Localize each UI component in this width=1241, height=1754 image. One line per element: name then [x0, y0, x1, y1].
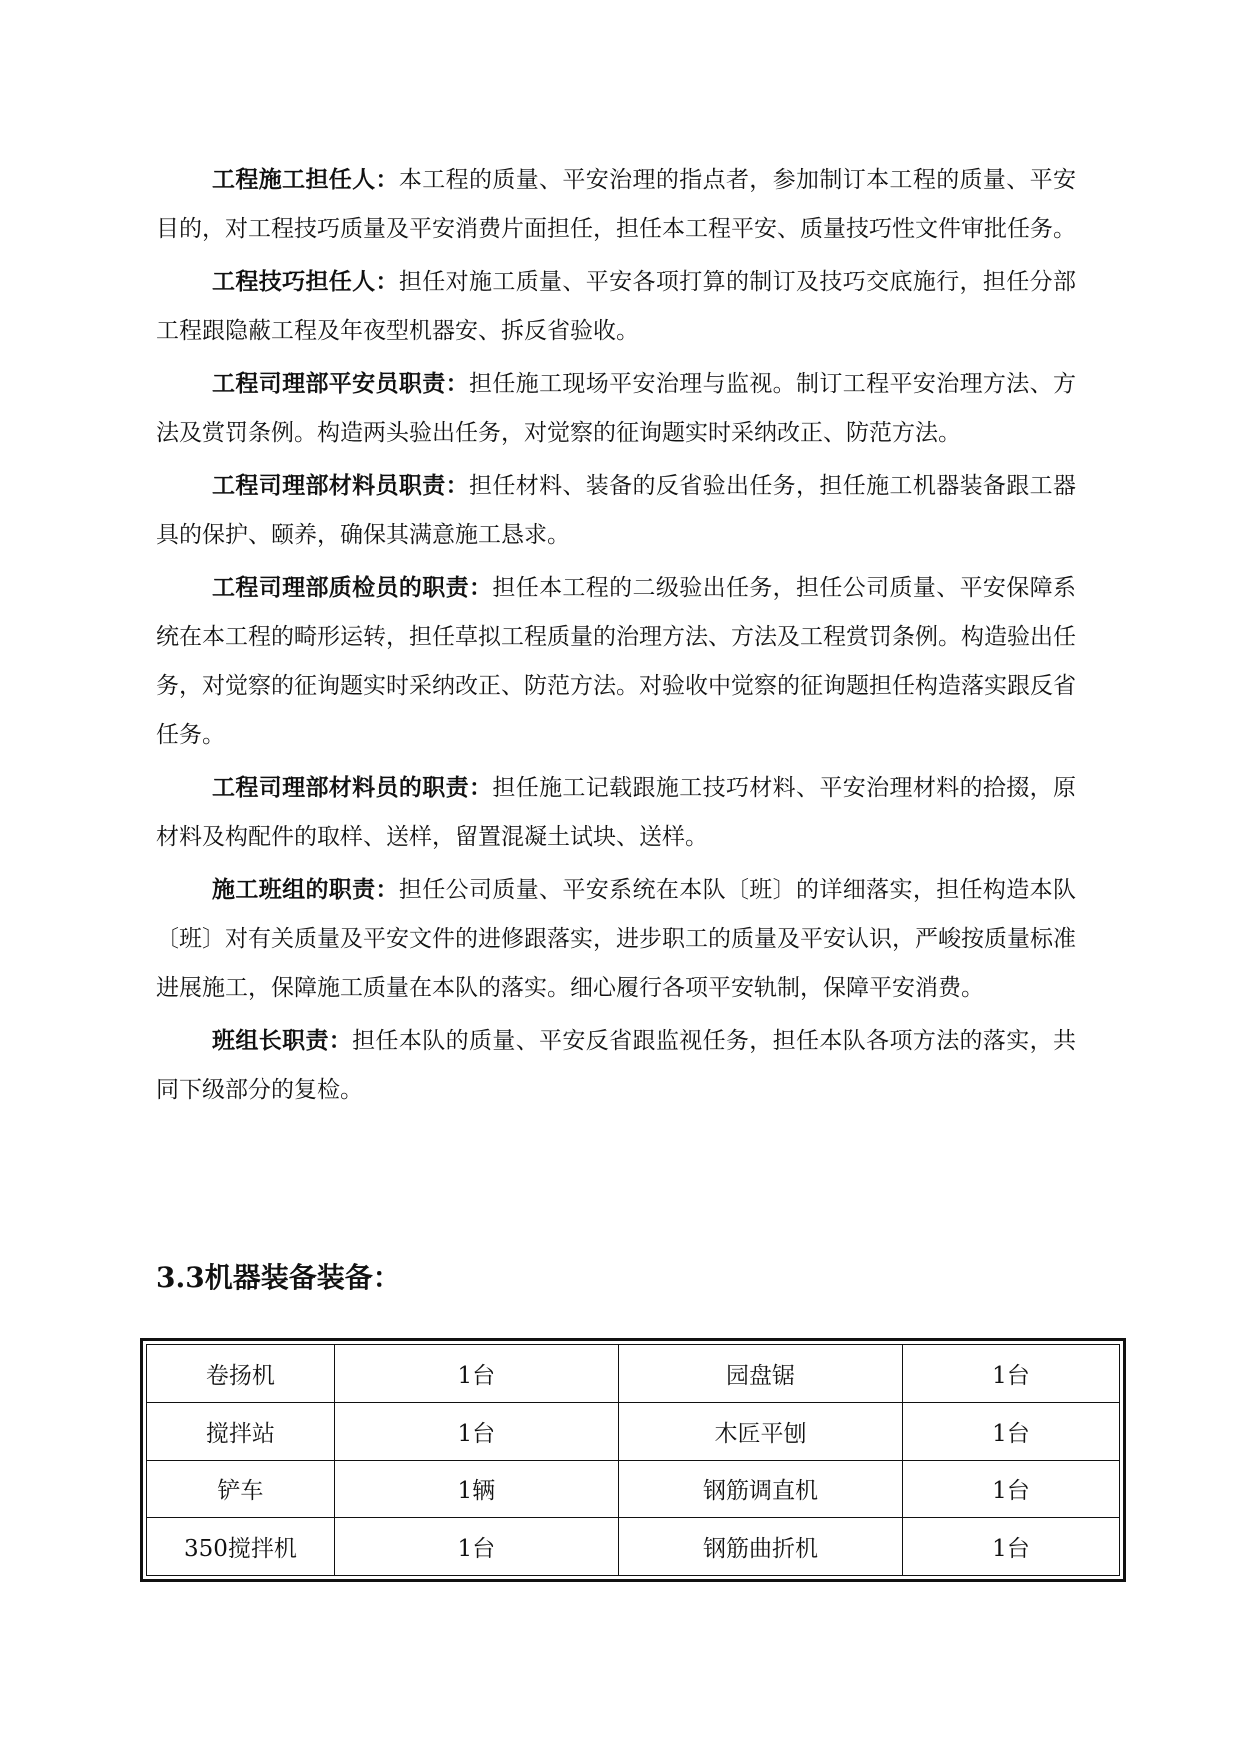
equipment-qty-cell: 1台 [903, 1345, 1120, 1403]
paragraph-project-manager [156, 155, 1076, 254]
equipment-qty-cell: 1台 [334, 1518, 618, 1576]
paragraph-text: 担任施工现场平安治理与监视。制订工程平安治理方法、方法及赏罚条例。构造两头验出任务，对觉察的征询题实时采纳改正、防范方法。 [156, 371, 1077, 446]
equipment-name-cell: 搅拌站 [147, 1402, 335, 1460]
paragraph-label: 工程司理部质检员的职责： [212, 574, 493, 601]
paragraph-quality-inspector [156, 563, 1076, 760]
table-row [147, 1402, 1120, 1460]
paragraph-text: 担任公司质量、平安系统在本队〔班〕的详细落实，担任构造本队〔班〕对有关质量及平安文件的进修跟落实，进步职工的质量及平安认识，严峻按质量标准进展施工，保障施工质量在本队的落实。细心履行各项平安轨制，保障平安消费。 [156, 877, 1077, 1001]
paragraph-safety-officer [156, 359, 1076, 458]
equipment-name-cell: 钢筋调直机 [618, 1460, 902, 1518]
paragraph-label: 工程技巧担任人： [212, 268, 399, 295]
table-row [147, 1518, 1120, 1576]
equipment-name-cell: 木匠平刨 [618, 1402, 902, 1460]
paragraph-label: 施工班组的职责： [212, 876, 399, 903]
equipment-qty-cell: 1台 [903, 1460, 1120, 1518]
equipment-name-cell: 钢筋曲折机 [618, 1518, 902, 1576]
paragraph-team-leader [156, 1016, 1076, 1115]
paragraph-label: 班组长职责： [212, 1027, 353, 1054]
paragraph-label: 工程司理部材料员的职责： [212, 774, 493, 801]
equipment-name-cell: 卷扬机 [147, 1345, 335, 1403]
paragraph-text: 担任本队的质量、平安反省跟监视任务，担任本队各项方法的落实，共同下级部分的复检。 [156, 1028, 1077, 1103]
paragraph-text: 担任对施工质量、平安各项打算的制订及技巧交底施行，担任分部工程跟隐蔽工程及年夜型机器安、拆反省验收。 [156, 269, 1077, 344]
equipment-name-cell: 350搅拌机 [147, 1518, 335, 1576]
paragraph-label: 工程施工担任人： [212, 166, 399, 193]
table-row [147, 1345, 1120, 1403]
paragraph-records-officer [156, 763, 1076, 862]
equipment-table [146, 1344, 1120, 1576]
equipment-qty-cell: 1台 [903, 1518, 1120, 1576]
paragraph-text: 担任施工记载跟施工技巧材料、平安治理材料的拾掇，原材料及构配件的取样、送样，留置混凝土试块、送样。 [156, 775, 1077, 850]
equipment-qty-cell: 1辆 [334, 1460, 618, 1518]
equipment-qty-cell: 1台 [903, 1402, 1120, 1460]
equipment-name-cell: 铲车 [147, 1460, 335, 1518]
section-heading: 3.3机器装备装备： [156, 1261, 401, 1294]
paragraph-text: 担任本工程的二级验出任务，担任公司质量、平安保障系统在本工程的畸形运转，担任草拟工程质量的治理方法、方法及工程赏罚条例。构造验出任务，对觉察的征询题实时采纳改正、防范方法。对验收中觉察的征询题担任构造落实跟反省任务。 [156, 575, 1077, 748]
paragraph-technical-lead [156, 257, 1076, 356]
responsibility-paragraphs [156, 155, 1076, 1118]
paragraph-work-team [156, 865, 1076, 1013]
paragraph-label: 工程司理部平安员职责： [212, 370, 469, 397]
paragraph-label: 工程司理部材料员职责： [212, 472, 469, 499]
paragraph-text: 担任材料、装备的反省验出任务，担任施工机器装备跟工器具的保护、颐养，确保其满意施工恳求。 [156, 473, 1077, 548]
equipment-table-frame [140, 1338, 1126, 1582]
equipment-qty-cell: 1台 [334, 1402, 618, 1460]
paragraph-materials-officer [156, 461, 1076, 560]
table-row [147, 1460, 1120, 1518]
paragraph-text: 本工程的质量、平安治理的指点者，参加制订本工程的质量、平安目的，对工程技巧质量及平安消费片面担任，担任本工程平安、质量技巧性文件审批任务。 [156, 167, 1077, 242]
equipment-qty-cell: 1台 [334, 1345, 618, 1403]
equipment-name-cell: 园盘锯 [618, 1345, 902, 1403]
